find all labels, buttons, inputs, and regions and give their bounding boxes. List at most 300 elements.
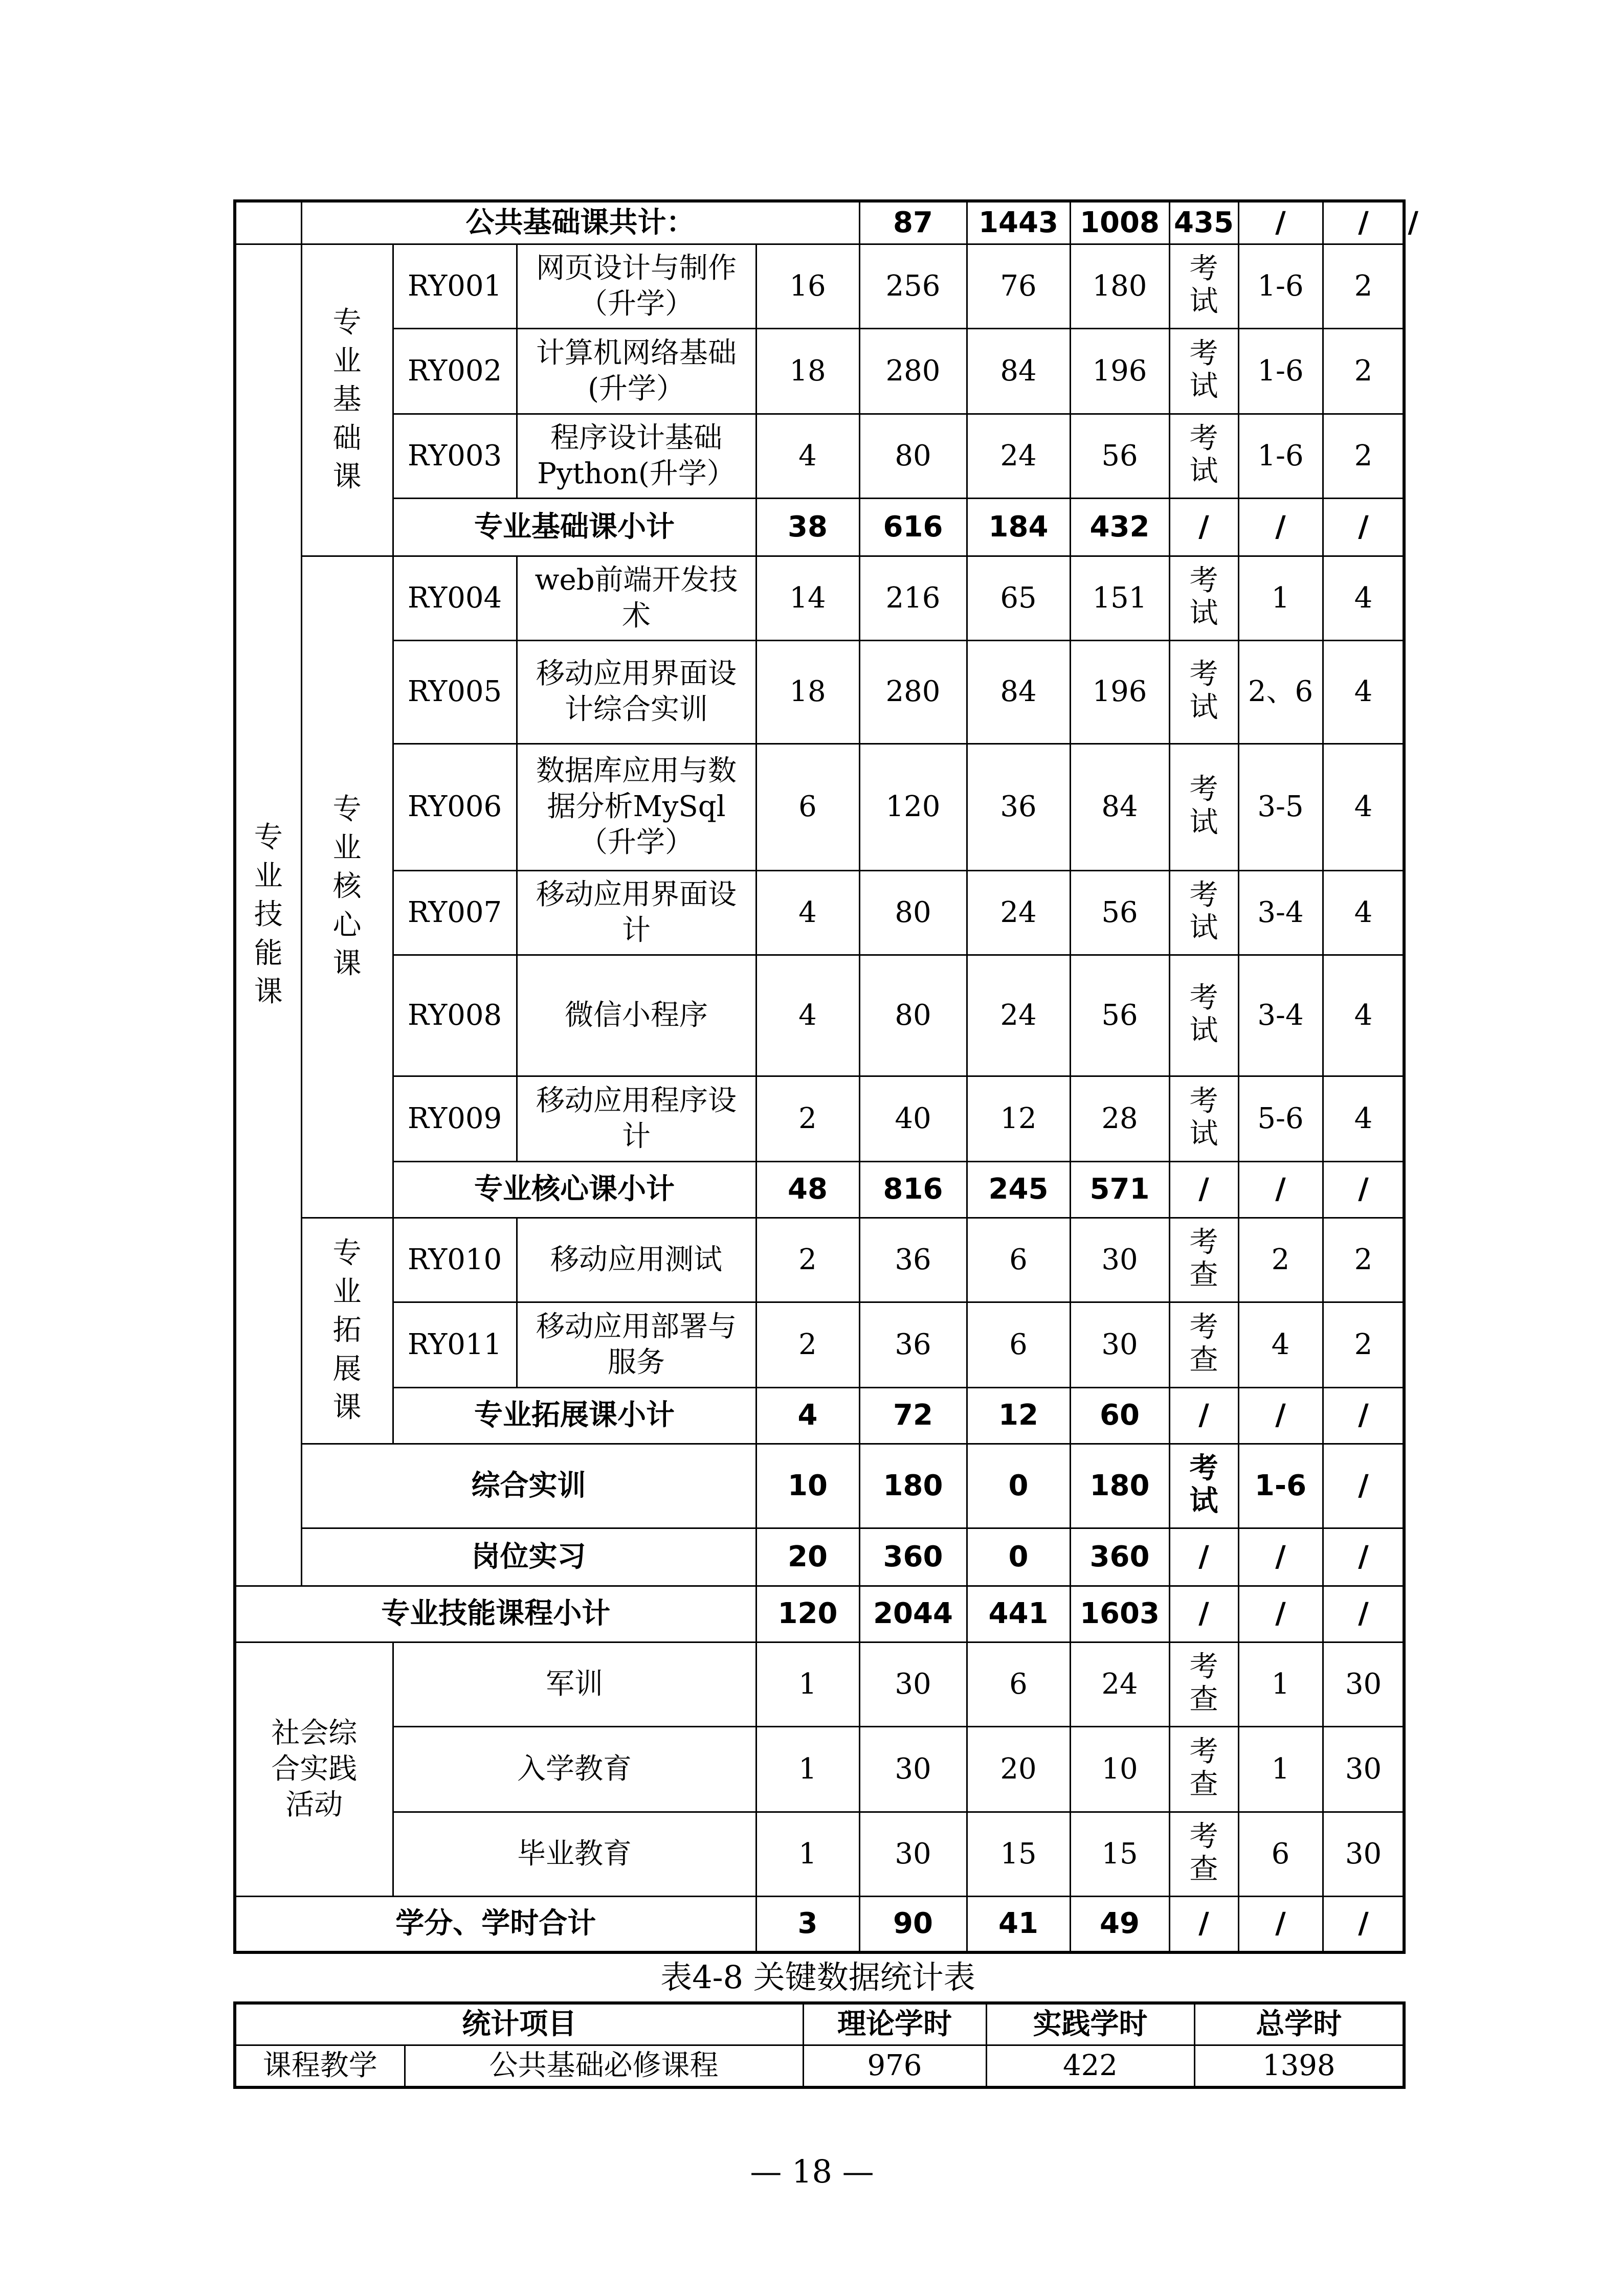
- cell-text: 综合实训: [471, 1469, 586, 1502]
- table-cell: [1070, 1528, 1169, 1586]
- cell-text: 考试: [1189, 1084, 1218, 1151]
- table-cell: [1238, 1726, 1323, 1812]
- table-cell: [1238, 498, 1323, 556]
- cell-text: 移动应用测试: [550, 1243, 722, 1276]
- cell-text: 4: [1354, 790, 1373, 823]
- table-row: [235, 1302, 1404, 1387]
- cell-text: /: [1275, 206, 1286, 239]
- table-cell: [859, 1896, 967, 1952]
- table-cell: [967, 498, 1070, 556]
- cell-text: RY001: [407, 269, 502, 303]
- table-cell: [1070, 1444, 1169, 1528]
- table-cell: [393, 1076, 517, 1161]
- cell-text: 2: [798, 1101, 817, 1135]
- table-cell: [967, 955, 1070, 1076]
- cell-text: /: [1358, 1907, 1369, 1941]
- table-cell: [967, 556, 1070, 640]
- cell-text: 441: [988, 1597, 1049, 1630]
- table-cell: [756, 414, 859, 498]
- table-cell: [1070, 955, 1169, 1076]
- table-cell: [1323, 1812, 1404, 1896]
- table-cell: [235, 1896, 756, 1952]
- cell-text: 4: [1271, 1327, 1290, 1361]
- table-cell: [967, 1161, 1070, 1218]
- table-cell: [859, 870, 967, 955]
- cell-text: 专业基础课: [332, 306, 362, 494]
- assessment-cell: [1169, 870, 1238, 955]
- table-cell: [967, 870, 1070, 955]
- table-cell: [859, 201, 967, 244]
- table-cell: [517, 870, 756, 955]
- table-cell: [393, 1642, 756, 1726]
- table-cell: [1323, 955, 1404, 1076]
- table-cell: [235, 201, 301, 244]
- assessment-cell: [1169, 556, 1238, 640]
- table-row: [235, 201, 1404, 244]
- cell-text: /: [1358, 1173, 1369, 1206]
- cell-text: 56: [1101, 998, 1138, 1032]
- cell-text: 6: [1009, 1667, 1028, 1701]
- table-row: [235, 1444, 1404, 1528]
- cell-text: RY003: [407, 439, 502, 472]
- table-cell: [393, 640, 517, 744]
- cell-text: 180: [1089, 1469, 1150, 1502]
- cell-text: RY008: [407, 998, 502, 1032]
- assessment-cell: [1169, 1218, 1238, 1302]
- table-cell: [393, 744, 517, 870]
- table-cell: [967, 1444, 1070, 1528]
- cell-text: RY006: [407, 790, 502, 823]
- cell-text: 36: [895, 1327, 931, 1361]
- cell-text: 考试: [1189, 878, 1218, 945]
- table-cell: [967, 201, 1070, 244]
- cell-text: 1-6: [1257, 354, 1304, 388]
- table-cell: [393, 244, 517, 328]
- assessment-cell: [1169, 1444, 1238, 1528]
- cell-text: 专业拓展课小计: [474, 1399, 675, 1432]
- cell-text: 毕业教育: [517, 1837, 632, 1871]
- cell-text: /: [1198, 1399, 1209, 1432]
- assessment-cell: [1169, 328, 1238, 414]
- cell-text: 4: [1354, 895, 1373, 929]
- cell-text: 40: [895, 1101, 931, 1135]
- cell-text: 1: [1271, 581, 1290, 615]
- cell-text: 1-6: [1254, 1469, 1307, 1502]
- cell-text: 120: [777, 1597, 838, 1630]
- cell-text: 1: [798, 1667, 817, 1701]
- table-cell: [1070, 328, 1169, 414]
- table-cell: [1238, 201, 1323, 244]
- cell-text: /: [1358, 510, 1369, 544]
- table-cell: [967, 1528, 1070, 1586]
- table-cell: [1323, 744, 1404, 870]
- table-cell: [517, 955, 756, 1076]
- table-row: [235, 1726, 1404, 1812]
- table-cell: [1169, 1161, 1238, 1218]
- table-cell: [1238, 1302, 1323, 1387]
- cell-text: 2: [1354, 439, 1373, 472]
- course-plan-table: [233, 199, 1418, 1954]
- table-cell: [859, 1218, 967, 1302]
- table-cell: [517, 244, 756, 328]
- table-cell: [1070, 1812, 1169, 1896]
- cell-text: 1: [1271, 1752, 1290, 1786]
- cell-text: 考试: [1189, 252, 1218, 319]
- cell-text: 考查: [1189, 1650, 1218, 1717]
- table-cell: [301, 1528, 756, 1586]
- cell-text: 4: [798, 895, 817, 929]
- cell-text: /: [1358, 1540, 1369, 1573]
- table-cell: [393, 498, 756, 556]
- cell-text: 4: [798, 439, 817, 472]
- cell-text: 移动应用界面设计综合实训: [536, 657, 737, 726]
- cell-text: /: [1408, 206, 1418, 239]
- cell-text: /: [1198, 1173, 1209, 1206]
- table-cell: [1238, 1642, 1323, 1726]
- cell-text: 考试: [1189, 981, 1218, 1048]
- cell-text: 15: [1101, 1837, 1138, 1871]
- cell-text: 49: [1100, 1907, 1140, 1941]
- assessment-cell: [1169, 1812, 1238, 1896]
- cell-text: web前端开发技术: [535, 563, 738, 633]
- table-cell: [859, 498, 967, 556]
- table-cell: [1238, 1586, 1323, 1642]
- cell-text: 28: [1101, 1101, 1138, 1135]
- table-row: [235, 1387, 1404, 1444]
- table-cell: [859, 414, 967, 498]
- cell-text: RY010: [407, 1243, 502, 1276]
- table-cell: [859, 1161, 967, 1218]
- table-cell: [859, 1726, 967, 1812]
- table-cell: [859, 1302, 967, 1387]
- table-cell: [1238, 1444, 1323, 1528]
- table-cell: [1238, 328, 1323, 414]
- table-cell: [1238, 1161, 1323, 1218]
- table-cell: [1238, 640, 1323, 744]
- cell-text: RY011: [407, 1327, 502, 1361]
- cell-text: 18: [789, 354, 826, 388]
- table-cell: [967, 1218, 1070, 1302]
- table-cell: [393, 328, 517, 414]
- category-cell: [235, 1642, 393, 1896]
- cell-text: 4: [1354, 675, 1373, 708]
- table-cell: [967, 414, 1070, 498]
- table-cell: [967, 1387, 1070, 1444]
- table-cell: [859, 744, 967, 870]
- assessment-cell: [1169, 955, 1238, 1076]
- cell-text: 24: [1000, 439, 1037, 472]
- cell-text: 移动应用部署与服务: [536, 1310, 737, 1379]
- cell-text: RY005: [407, 675, 502, 708]
- table-cell: [756, 870, 859, 955]
- category-cell: [235, 244, 301, 1586]
- cell-text: 微信小程序: [565, 998, 708, 1032]
- cell-text: 56: [1101, 895, 1138, 929]
- table-cell: [756, 1528, 859, 1586]
- table-cell: [756, 1586, 859, 1642]
- cell-text: 1603: [1080, 1597, 1160, 1630]
- table-cell: [393, 955, 517, 1076]
- table-cell: [1323, 414, 1404, 498]
- cell-text: RY002: [407, 354, 502, 388]
- table-cell: [859, 1076, 967, 1161]
- table-cell: [1070, 201, 1169, 244]
- cell-text: 入学教育: [517, 1752, 632, 1786]
- cell-text: 0: [1008, 1469, 1029, 1502]
- cell-text: 考查: [1189, 1735, 1218, 1802]
- cell-text: 考试: [1189, 773, 1218, 839]
- cell-text: 0: [1008, 1540, 1029, 1573]
- cell-text: 网页设计与制作（升学）: [536, 251, 737, 321]
- table-row: [235, 556, 1404, 640]
- cell-text: 移动应用界面设计: [536, 877, 737, 947]
- cell-text: 10: [1101, 1752, 1138, 1786]
- cell-text: 80: [895, 439, 931, 472]
- table-cell: [1323, 1387, 1404, 1444]
- cell-text: /: [1275, 1173, 1286, 1206]
- cell-text: 30: [1101, 1243, 1138, 1276]
- table-cell: [1323, 870, 1404, 955]
- cell-text: 84: [1101, 790, 1138, 823]
- category-cell: [301, 1218, 393, 1444]
- header-theory-hours: 理论学时: [803, 2003, 986, 2045]
- cell-text: 1008: [1080, 206, 1160, 239]
- table-cell: [393, 1812, 756, 1896]
- cell-text: 84: [1000, 354, 1037, 388]
- table-cell: [756, 1076, 859, 1161]
- table-cell: [1323, 1218, 1404, 1302]
- cell-text: 1443: [978, 206, 1058, 239]
- stats-row: [235, 2045, 1404, 2087]
- table-cell: [1323, 1302, 1404, 1387]
- table-cell: [1323, 556, 1404, 640]
- table-cell: [756, 1218, 859, 1302]
- table-cell: [1323, 328, 1404, 414]
- cell-text: 30: [895, 1752, 931, 1786]
- table-cell: [517, 744, 756, 870]
- cell-text: 616: [883, 510, 943, 544]
- cell-text: 30: [1345, 1752, 1382, 1786]
- cell-text: RY009: [407, 1101, 502, 1135]
- cell-text: 80: [895, 895, 931, 929]
- cell-text: 3-4: [1257, 998, 1304, 1032]
- cell-text: 180: [883, 1469, 943, 1502]
- cell-text: 76: [1000, 269, 1037, 303]
- table-cell: [756, 955, 859, 1076]
- table-row: [235, 744, 1404, 870]
- cell-text: /: [1275, 1399, 1286, 1432]
- table-row: [235, 414, 1404, 498]
- cell-text: 36: [895, 1243, 931, 1276]
- cell-text: 6: [1271, 1837, 1290, 1871]
- cell-text: 571: [1089, 1173, 1150, 1206]
- table-cell: [756, 1161, 859, 1218]
- cell-text: 41: [998, 1907, 1038, 1941]
- cell-text: 12: [1000, 1101, 1037, 1135]
- table-cell: [1238, 1218, 1323, 1302]
- assessment-cell: [1169, 244, 1238, 328]
- table-cell: [1238, 870, 1323, 955]
- table-cell: [1238, 414, 1323, 498]
- table-row: [235, 1812, 1404, 1896]
- cell-text: /: [1275, 510, 1286, 544]
- table-cell: [859, 1642, 967, 1726]
- table-cell: [1323, 1444, 1404, 1528]
- cell-text: 245: [988, 1173, 1049, 1206]
- table-cell: [517, 1302, 756, 1387]
- table-cell: [1070, 1586, 1169, 1642]
- table-cell: [1238, 955, 1323, 1076]
- cell-text: 社会综合实践活动: [271, 1716, 358, 1821]
- cell-text: 2044: [873, 1597, 953, 1630]
- cell-text: 2: [1271, 1243, 1290, 1276]
- table-cell: [393, 556, 517, 640]
- cell-text: 3: [797, 1907, 818, 1941]
- cell-text: 816: [883, 1173, 943, 1206]
- table-cell: [1070, 1642, 1169, 1726]
- cell-text: 48: [788, 1173, 828, 1206]
- table-row: [235, 1896, 1404, 1952]
- table-cell: [967, 328, 1070, 414]
- table-cell: [756, 328, 859, 414]
- table-cell: [859, 328, 967, 414]
- cell-text: 6: [1009, 1243, 1028, 1276]
- table-cell: [1323, 640, 1404, 744]
- table-cell: [756, 556, 859, 640]
- table-row: [235, 1586, 1404, 1642]
- cell-text: 岗位实习: [471, 1540, 586, 1573]
- table-cell: [1070, 744, 1169, 870]
- table-cell: [393, 1218, 517, 1302]
- cell-text: 30: [1345, 1837, 1382, 1871]
- table-cell: [1070, 498, 1169, 556]
- table-row: [235, 328, 1404, 414]
- assessment-cell: [1169, 744, 1238, 870]
- table-cell: [756, 498, 859, 556]
- page-content: [233, 199, 1418, 2089]
- table-cell: [756, 640, 859, 744]
- cell-text: 1: [798, 1837, 817, 1871]
- cell-text: 30: [895, 1667, 931, 1701]
- table-cell: [1070, 1161, 1169, 1218]
- table-cell: [967, 1642, 1070, 1726]
- table-row: [235, 1528, 1404, 1586]
- table-cell: [1169, 201, 1238, 244]
- table-cell: [1323, 1586, 1404, 1642]
- table-row: [235, 244, 1404, 328]
- table-cell: [1238, 244, 1323, 328]
- cell-text: 24: [1000, 998, 1037, 1032]
- header-total-hours: 总学时: [1194, 2003, 1404, 2045]
- cell-text: 16: [789, 269, 826, 303]
- cell-text: 196: [1092, 675, 1147, 708]
- table-cell: [859, 244, 967, 328]
- cell-text: 80: [895, 998, 931, 1032]
- table-cell: [859, 640, 967, 744]
- cell-text: 196: [1092, 354, 1147, 388]
- table-cell: [1070, 1896, 1169, 1952]
- table-cell: [1238, 1896, 1323, 1952]
- cell-text: /: [1275, 1540, 1286, 1573]
- cell-text: 12: [998, 1399, 1038, 1432]
- cell-text: 180: [1092, 269, 1147, 303]
- cell-text: 考试: [1189, 421, 1218, 488]
- cell-text: 151: [1092, 581, 1147, 615]
- assessment-cell: [1169, 414, 1238, 498]
- cell-text: /: [1358, 1399, 1369, 1432]
- table-cell: [859, 1812, 967, 1896]
- cell-text: /: [1275, 1597, 1286, 1630]
- cell-text: 2、6: [1248, 675, 1314, 708]
- cell-text: 公共基础课共计：: [465, 206, 695, 239]
- cell-text: 18: [789, 675, 826, 708]
- cell-text: 87: [893, 206, 933, 239]
- cell-text: 2: [1354, 354, 1373, 388]
- cell-text: 专业核心课: [332, 793, 362, 981]
- table-cell: [967, 1726, 1070, 1812]
- table-cell: [301, 201, 859, 244]
- cell-text: 6: [1009, 1327, 1028, 1361]
- table-cell: [967, 744, 1070, 870]
- table-cell: [1070, 1218, 1169, 1302]
- assessment-cell: [1169, 1302, 1238, 1387]
- cell-text: 程序设计基础Python(升学）: [537, 421, 736, 490]
- cell-text: 256: [885, 269, 941, 303]
- table-cell: [1169, 498, 1238, 556]
- table-cell: [756, 244, 859, 328]
- cell-text: 3-5: [1257, 790, 1304, 823]
- cell-text: 24: [1101, 1667, 1138, 1701]
- header-practice-hours: 实践学时: [986, 2003, 1194, 2045]
- table-row: [235, 1218, 1404, 1302]
- assessment-cell: [1169, 640, 1238, 744]
- table-caption: 表4-8 关键数据统计表: [660, 1959, 975, 1996]
- table-cell: [1070, 1076, 1169, 1161]
- table-cell: [1169, 1586, 1238, 1642]
- cell-text: 学分、学时合计: [395, 1907, 596, 1941]
- table-row: [235, 955, 1404, 1076]
- cell-text: RY007: [407, 895, 502, 929]
- table-cell: [1323, 498, 1404, 556]
- table-cell: [756, 1726, 859, 1812]
- cell-text: 36: [1000, 790, 1037, 823]
- table-cell: [517, 640, 756, 744]
- cell-text: /: [1275, 1907, 1286, 1941]
- stats-theory: 976: [803, 2045, 986, 2087]
- cell-text: 专业拓展课: [332, 1236, 362, 1425]
- cell-text: 4: [798, 998, 817, 1032]
- cell-text: 军训: [546, 1667, 603, 1701]
- cell-text: 184: [988, 510, 1049, 544]
- table-cell: [756, 1387, 859, 1444]
- cell-text: 1-6: [1257, 269, 1304, 303]
- table-cell: [517, 328, 756, 414]
- cell-text: 考试: [1189, 658, 1218, 724]
- cell-text: 38: [788, 510, 828, 544]
- category-cell: [301, 556, 393, 1218]
- cell-text: 432: [1089, 510, 1150, 544]
- table-cell: [235, 1586, 756, 1642]
- table-cell: [1238, 1528, 1323, 1586]
- table-cell: [967, 1812, 1070, 1896]
- table-cell: [393, 870, 517, 955]
- cell-text: 1: [798, 1752, 817, 1786]
- cell-text: 考试: [1189, 336, 1218, 403]
- table-cell: [1070, 1726, 1169, 1812]
- cell-text: 专业核心课小计: [474, 1173, 675, 1206]
- table-row: [235, 498, 1404, 556]
- table-cell: [859, 1444, 967, 1528]
